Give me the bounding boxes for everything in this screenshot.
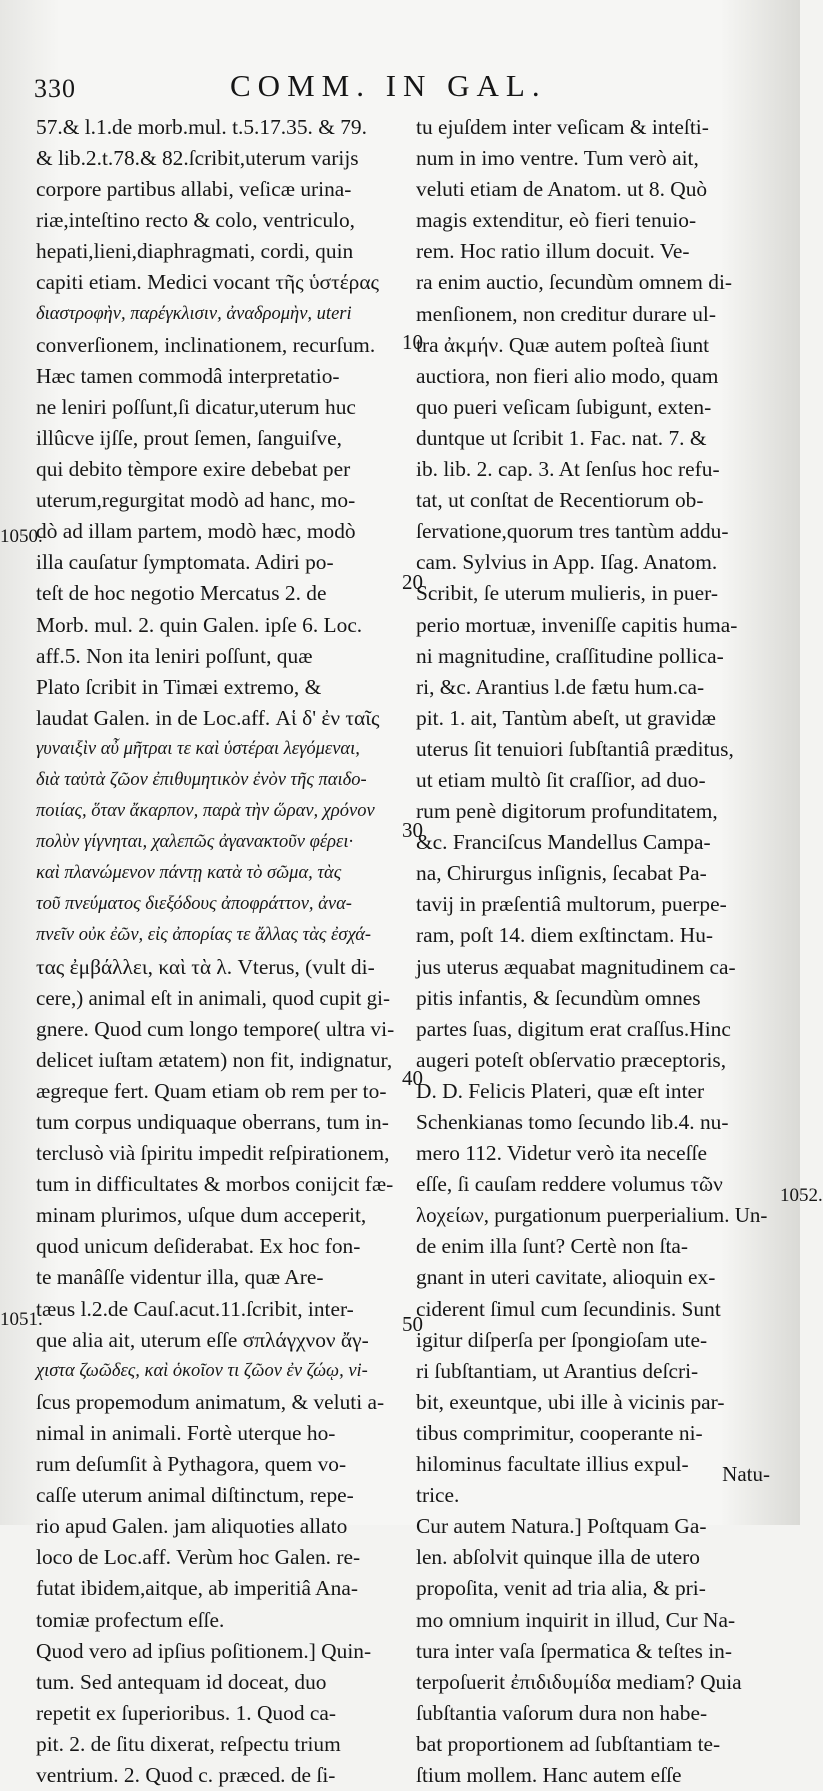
text-line: len. abſolvit quinque illa de utero: [416, 1545, 700, 1570]
text-line: igitur diſperſa per ſpongioſam ute-: [416, 1327, 708, 1352]
text-line: uterum,regurgitat modò ad hanc, mo-: [36, 488, 356, 513]
text-line: διὰ ταὐτὰ ζῶον ἐπιθυμητικὸν ἐνὸν τῆς παιδο-: [36, 769, 367, 790]
text-line: riæ,inteſtino recto & colo, ventriculo,: [36, 208, 356, 233]
text-line: pit. 1. ait, Tantùm abeſt, ut gravidæ: [416, 705, 716, 730]
text-line: Plato ſcribit in Timæi extremo, &: [36, 674, 322, 699]
text-line: λοχείων, purgationum puerperialium. Un-: [416, 1203, 768, 1228]
text-line: menſionem, non creditur durare ul-: [416, 301, 716, 326]
margin-note: 1051.: [0, 1309, 43, 1330]
text-line: tum in difficultates & morbos conijcit fæ-: [36, 1172, 394, 1197]
text-line: &c. Franciſcus Mandellus Campa-: [416, 830, 711, 855]
text-line: rem. Hoc ratio illum docuit. Ve-: [416, 239, 690, 264]
text-line: bat proportionem ad ſubſtantiam te-: [416, 1731, 721, 1756]
text-line: ventrium. 2. Quod c. præced. de ſi-: [36, 1762, 336, 1787]
text-line: ægreque fert. Quam etiam ob rem per to-: [36, 1078, 387, 1103]
text-line: ciderent ſimul cum ſecundinis. Sunt: [416, 1296, 721, 1321]
text-line: tum corpus undiquaque oberrans, tum in-: [36, 1110, 389, 1134]
text-line: 57.& l.1.de morb.mul. t.5.17.35. & 79.: [36, 115, 367, 139]
text-line: uterus ſit tenuiori ſubſtantiâ præditus,: [416, 736, 734, 761]
text-line: dò ad illam partem, modò hæc, modò: [36, 519, 356, 544]
line-number: 40: [402, 1066, 423, 1090]
text-line: nimal in animali. Fortè uterque ho-: [36, 1420, 336, 1445]
text-line: Scribit, ſe uterum mulieris, in puer-: [416, 581, 718, 606]
text-line: πνεῖν οὐκ ἐῶν, εἰς ἀπορίας τε ἄλλας τὰς ἐσχά-: [36, 925, 372, 946]
text-line: tibus comprimitur, cooperante ni-: [416, 1420, 703, 1445]
text-line: ut etiam multò ſit craſſior, ad duo-: [416, 767, 706, 792]
line-number: 30: [402, 818, 423, 842]
right-text-column: [416, 112, 770, 1791]
text-line: ſervatione,quorum tres tantùm addu-: [416, 519, 729, 544]
text-line: magis extenditur, eò fieri tenuio-: [416, 208, 697, 233]
text-line: aff.5. Non ita leniri poſſunt, quæ: [36, 643, 313, 668]
text-line: minam plurimos, uſque dum acceperit,: [36, 1203, 367, 1228]
text-line: tomiæ profectum eſſe.: [36, 1607, 225, 1632]
text-line: illûcve ijſſe, prout ſemen, ſanguiſve,: [36, 425, 342, 450]
text-line: na, Chirurgus inſignis, ſecabat Pa-: [416, 861, 707, 886]
line-number: 50: [402, 1312, 423, 1336]
text-line: delicet iuſtam ætatem) non fit, indignatur,: [36, 1047, 393, 1072]
text-line: ſtium mollem. Hanc autem eſſe: [416, 1762, 682, 1787]
text-line: num in imo ventre. Tum verò ait,: [416, 146, 699, 171]
text-line: te manâſſe videntur illa, quæ Are-: [36, 1265, 324, 1290]
text-line: laudat Galen. in de Loc.aff. Αἱ δ' ἐν ταῖς: [36, 705, 380, 730]
text-line: capiti etiam. Medici vocant τῆς ὑστέρας: [36, 270, 380, 295]
text-line: partes ſuas, digitum erat craſſus.Hinc: [416, 1016, 731, 1041]
margin-note: 1052.: [780, 1185, 823, 1206]
text-line: augeri poteſt obſervatio præceptoris,: [416, 1047, 727, 1072]
text-line: τοῦ πνεύματος διεξόδους ἀποφράττον, ἀνα-: [36, 894, 352, 915]
page-header: [0, 68, 800, 104]
text-line: ra enim auctio, ſecundùm omnem di-: [416, 270, 733, 295]
text-line: διαστροφὴν, παρέγκλισιν, ἀναδρομὴν, uteri: [36, 303, 352, 324]
text-line: ri ſubſtantiam, ut Arantius deſcri-: [416, 1358, 699, 1383]
text-line: terpoſuerit ἐπιδιδυμίδα mediam? Quia: [416, 1669, 742, 1694]
margin-note: 1050.: [0, 526, 43, 547]
text-line: perio mortuæ, inveniſſe capitis huma-: [416, 612, 738, 637]
text-line: tavij in præſentiâ multorum, puerpe-: [416, 892, 727, 917]
text-line: tat, ut conſtat de Recentiorum ob-: [416, 488, 704, 513]
text-line: Cur autem Natura.] Poſtquam Ga-: [416, 1514, 707, 1539]
running-head: COMM. IN GAL.: [230, 68, 547, 103]
text-line: pit. 2. de ſitu dixerat, reſpectu trium: [36, 1731, 341, 1756]
text-line: caſſe uterum animal diſtinctum, repe-: [36, 1483, 354, 1508]
text-line: illa cauſatur ſymptomata. Adiri po-: [36, 550, 334, 575]
text-line: propoſita, venit ad tria alia, & pri-: [416, 1576, 706, 1601]
text-line: auctiora, non fieri alio modo, quam: [416, 363, 719, 388]
text-line: terclusò vià ſpiritu impedit reſpirationem,: [36, 1141, 390, 1166]
line-number: 10: [402, 330, 423, 354]
text-line: χιστα ζωῶδες, καὶ ὁκοῖον τι ζῶον ἐν ζώῳ, vi-: [36, 1360, 368, 1381]
text-line: mo omnium inquirit in illud, Cur Na-: [416, 1607, 736, 1632]
text-line: de enim illa ſunt? Certè non ſta-: [416, 1234, 689, 1259]
text-line: Hæc tamen commodâ interpretatio-: [36, 363, 340, 388]
text-line: ri, &c. Arantius l.de fætu hum.ca-: [416, 674, 705, 699]
text-line: teſt de hoc negotio Mercatus 2. de: [36, 581, 327, 606]
text-line: rio apud Galen. jam aliquoties allato: [36, 1514, 348, 1539]
text-line: duntque ut ſcribit 1. Fac. nat. 7. &: [416, 425, 707, 450]
text-line: trice.: [416, 1483, 460, 1508]
text-line: que alia ait, uterum eſſe σπλάγχνον ἄγ-: [36, 1327, 369, 1352]
text-line: πολὺν γίγνηται, χαλεπῶς ἀγανακτοῦν φέρει·: [36, 832, 354, 853]
text-line: tu ejuſdem inter veſicam & inteſti-: [416, 115, 709, 139]
text-line: hilominus facultate illius expul-: [416, 1452, 689, 1477]
text-line: tæus l.2.de Cauſ.acut.11.ſcribit, inter-: [36, 1296, 354, 1321]
line-number: 20: [402, 570, 423, 594]
text-line: ne leniri poſſunt,ſi dicatur,uterum huc: [36, 394, 356, 419]
text-line: rum deſumſit à Pythagora, quem vo-: [36, 1452, 347, 1477]
text-line: gnant in uteri cavitate, alioquin ex-: [416, 1265, 716, 1290]
text-line: jus uterus æquabat magnitudinem ca-: [416, 954, 736, 979]
text-line: ſubſtantia vaſorum dura non habe-: [416, 1700, 708, 1725]
text-line: ποιίας, ὅταν ἄκαρπον, παρὰ τὴν ὥραν, χρόνον: [36, 801, 375, 822]
text-line: τας ἐμβάλλει, καὶ τὰ λ. Vterus, (vult di-: [36, 954, 375, 979]
text-line: hepati,lieni,diaphragmati, cordi, quin: [36, 239, 354, 264]
text-line: γυναιξὶν αὖ μῆτραι τε καὶ ὑστέραι λεγόμεναι,: [36, 738, 360, 759]
text-line: D. D. Felicis Plateri, quæ eſt inter: [416, 1078, 705, 1103]
text-line: ſcus propemodum animatum, & veluti a-: [36, 1389, 385, 1414]
catchword: Natu-: [722, 1462, 770, 1486]
text-line: eſſe, ſi cauſam reddere volumus τῶν: [416, 1172, 723, 1197]
text-line: & lib.2.t.78.& 82.ſcribit,uterum varijs: [36, 146, 359, 171]
text-line: Quod vero ad ipſius poſitionem.] Quin-: [36, 1638, 372, 1663]
text-line: tura inter vaſa ſpermatica & teſtes in-: [416, 1638, 732, 1663]
text-line: tum. Sed antequam id doceat, duo: [36, 1669, 327, 1694]
text-line: ni magnitudine, craſſitudine pollica-: [416, 643, 724, 668]
text-line: mero 112. Videtur verò ita neceſſe: [416, 1141, 707, 1166]
text-line: corpore partibus allabi, veſicæ urina-: [36, 177, 352, 202]
text-line: loco de Loc.aff. Verùm hoc Galen. re-: [36, 1545, 361, 1570]
text-line: repetit ex ſuperioribus. 1. Quod ca-: [36, 1700, 336, 1725]
text-line: ib. lib. 2. cap. 3. At ſenſus hoc refu-: [416, 457, 720, 482]
page-number: 330: [34, 74, 76, 103]
text-line: pitis infantis, & ſecundùm omnes: [416, 985, 701, 1010]
text-line: rum penè digitorum profunditatem,: [416, 799, 718, 824]
text-line: cere,) animal eſt in animali, quod cupit gi-: [36, 985, 390, 1010]
text-line: ram, poſt 14. diem exſtinctam. Hu-: [416, 923, 714, 948]
text-line: Morb. mul. 2. quin Galen. ipſe 6. Loc.: [36, 612, 363, 637]
text-line: gnere. Quod cum longo tempore( ultra vi-: [36, 1016, 395, 1041]
text-line: veluti etiam de Anatom. ut 8. Quò: [416, 177, 708, 202]
text-line: cam. Sylvius in App. Iſag. Anatom.: [416, 550, 718, 575]
text-line: tra ἀκμήν. Quæ autem poſteà ſiunt: [416, 332, 710, 357]
text-line: bit, exeuntque, ubi ille à vicinis par-: [416, 1389, 725, 1414]
text-line: καὶ πλανώμενον πάντῃ κατὰ τὸ σῶμα, τὰς: [36, 863, 342, 884]
text-line: converſionem, inclinationem, recurſum.: [36, 332, 376, 357]
text-line: qui debito tèmpore exire debebat per: [36, 457, 351, 482]
text-line: Schenkianas tomo ſecundo lib.4. nu-: [416, 1110, 729, 1134]
text-line: futat ibidem,aitque, ab imperitiâ Ana-: [36, 1576, 358, 1601]
text-line: quo pueri veſicam ſubigunt, exten-: [416, 394, 712, 419]
left-text-column: [36, 112, 396, 1791]
text-line: quod unicum deſiderabat. Ex hoc fon-: [36, 1234, 361, 1259]
